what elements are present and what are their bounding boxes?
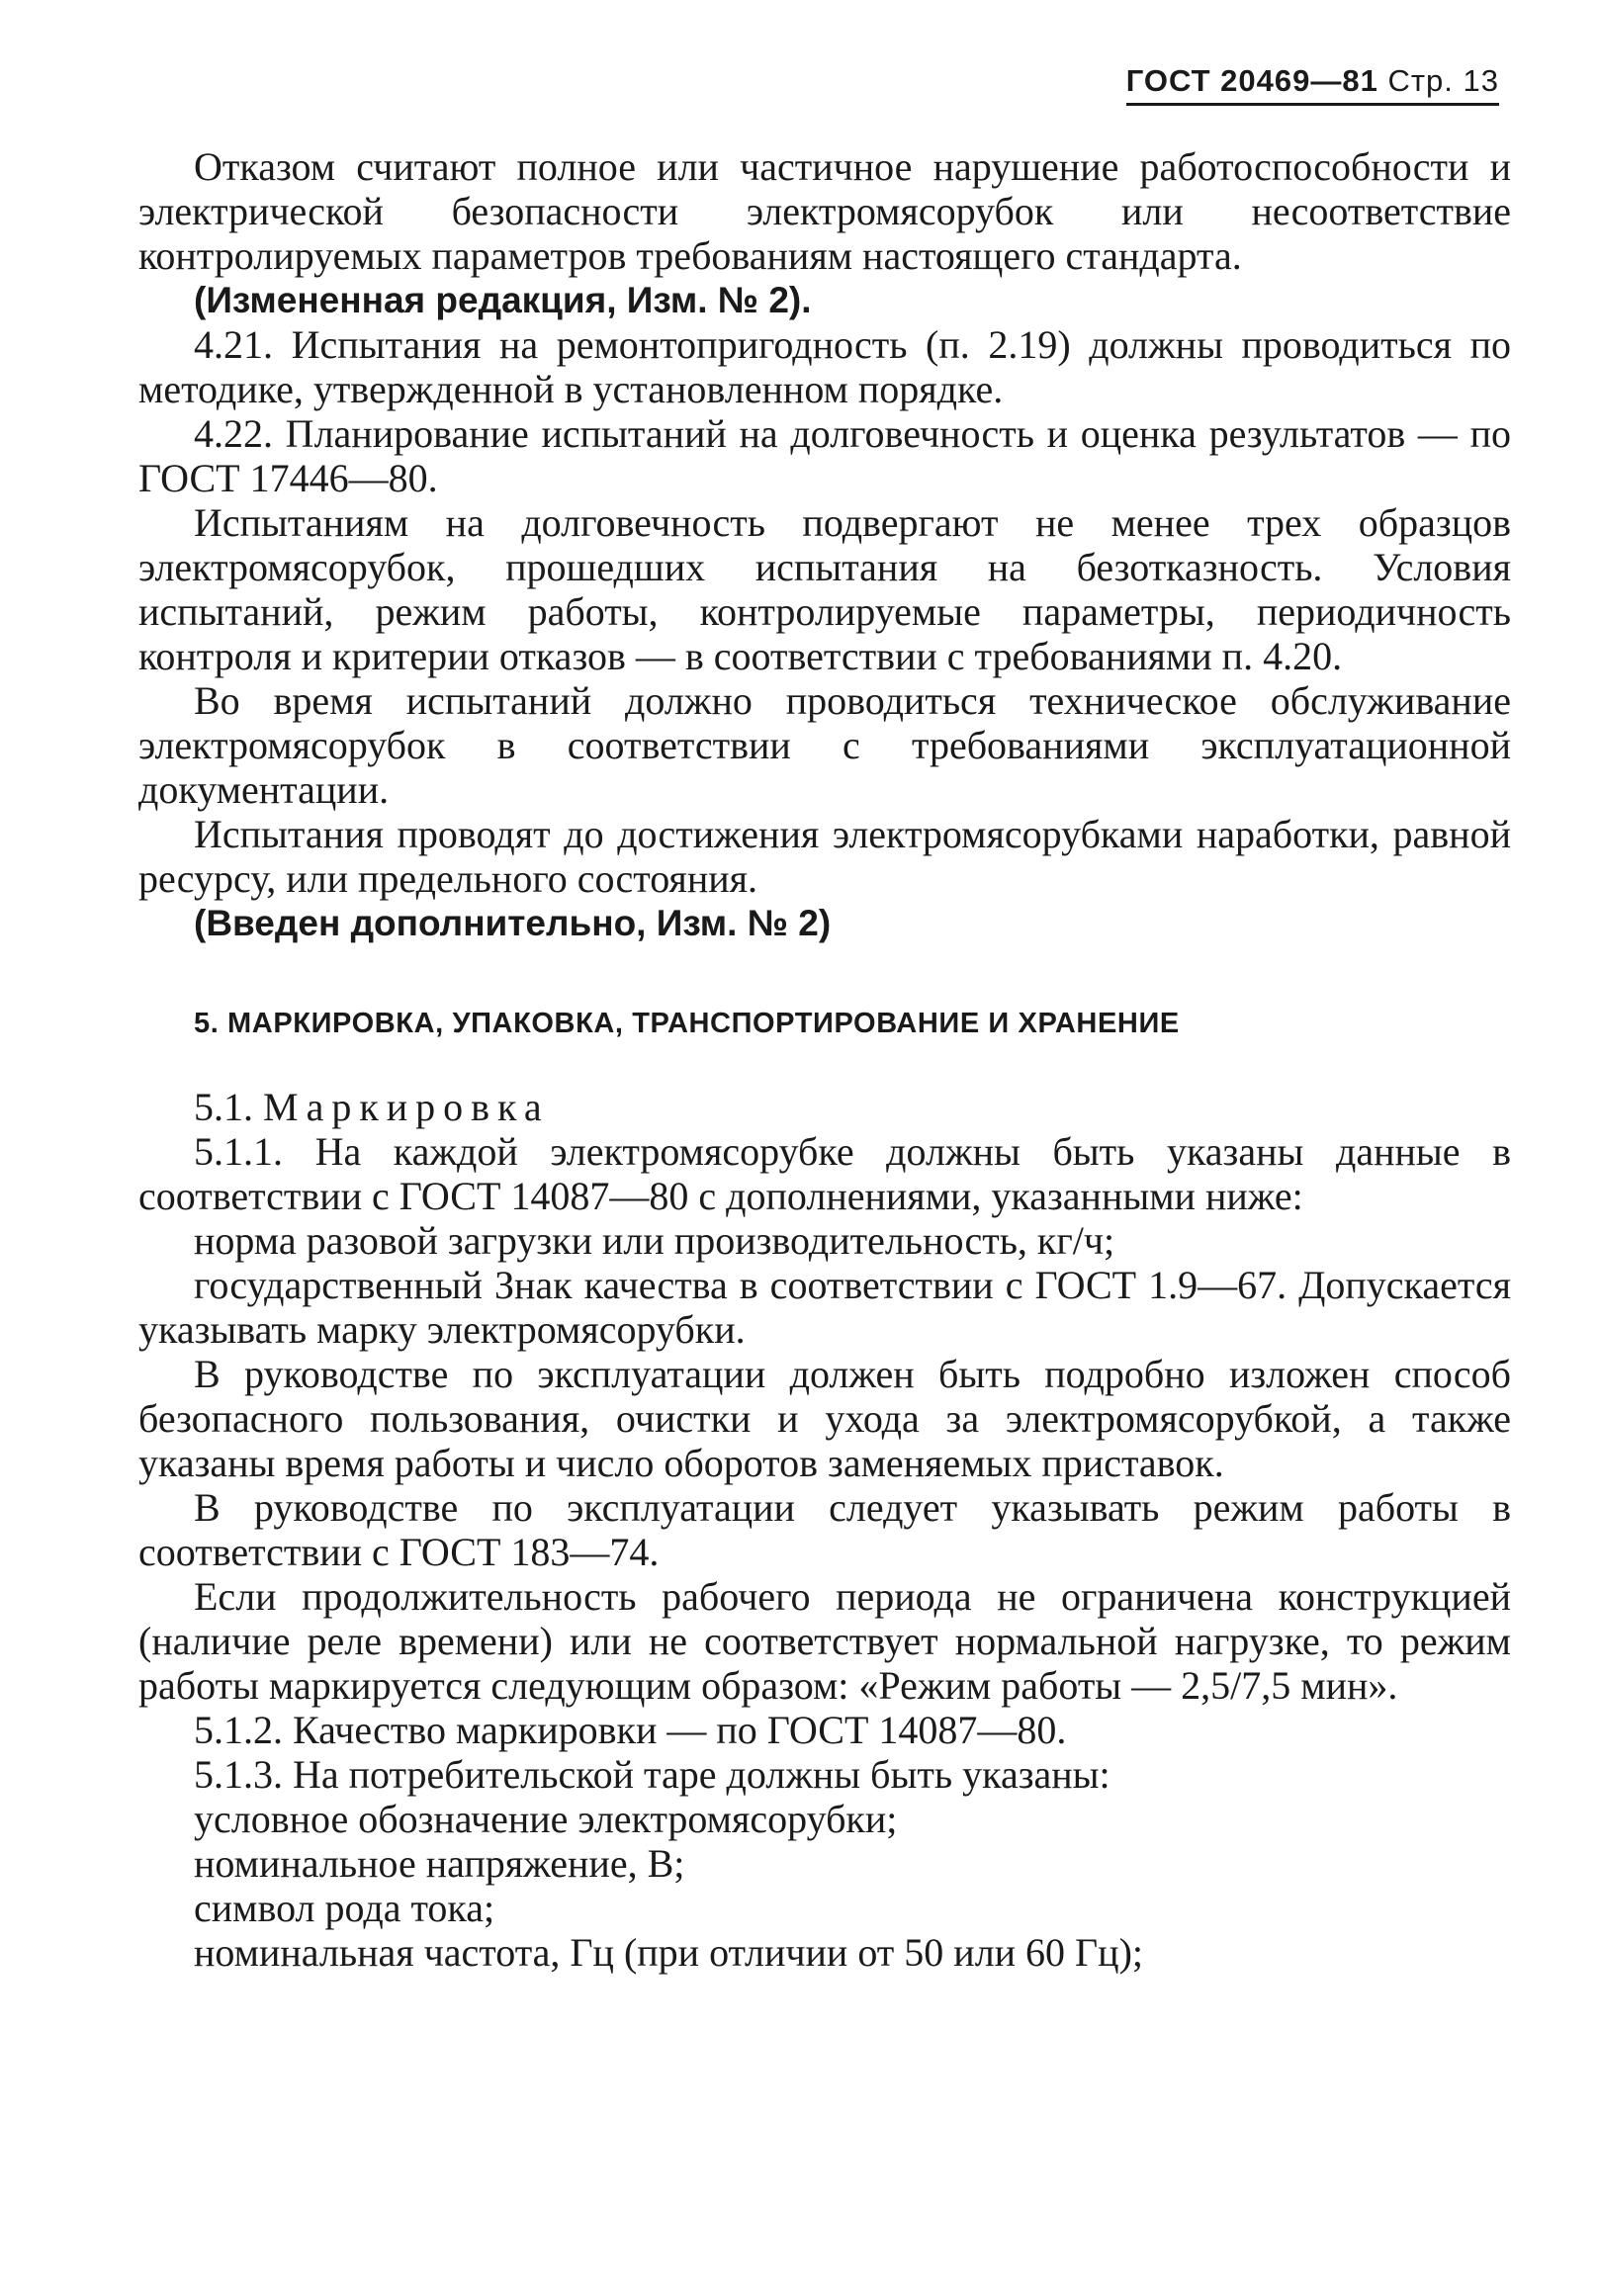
list-item: символ рода тока; xyxy=(194,1886,495,1930)
paragraph-maintenance: Во время испытаний должно проводиться техническое обслуживание электромясорубок в соответствии с требованиями эксплуатационной документации. xyxy=(138,678,1511,812)
amendment-note: (Введен дополнительно, Изм. № 2) xyxy=(194,903,832,943)
paragraph-test-duration: Испытания проводят до достижения электромясорубками наработки, равной ресурсу, или предельного состояния. xyxy=(138,812,1511,901)
paragraph-5-1-3: 5.1.3. На потребительской таре должны быть указаны: xyxy=(194,1752,1110,1797)
standard-number: ГОСТ 20469—81 xyxy=(1125,63,1378,98)
paragraph-manual-mode: В руководстве по эксплуатации следует указывать режим работы в соответствии с ГОСТ 183—74. xyxy=(138,1485,1511,1574)
subsection-title: Маркировка xyxy=(263,1085,550,1129)
paragraph-durability-tests: Испытаниям на долговечность подвергают не менее трех образцов электромясорубок, прошедших испытания на безотказность. Условия испытаний, режим работы, контролируемые параметры, периодичность контроля и критерии отказов — в соответствии с требованиями п. 4.20. xyxy=(138,500,1511,678)
list-item: номинальное напряжение, В; xyxy=(194,1841,685,1886)
paragraph-work-period: Если продолжительность рабочего периода не ограничена конструкцией (наличие реле времени) или не соответствует нормальной нагрузке, то режим работы маркируется следующим образом: «Режим работы — 2,5/7,5 мин». xyxy=(138,1574,1511,1708)
list-item: норма разовой загрузки или производительность, кг/ч; xyxy=(194,1218,1115,1263)
page-header xyxy=(1126,63,1499,106)
list-item: номинальная частота, Гц (при отличии от 50 или 60 Гц); xyxy=(194,1930,1144,1975)
document-body xyxy=(138,144,1511,1975)
paragraph-4-21: 4.21. Испытания на ремонтопригодность (п. 2.19) должны проводиться по методике, утвержденной в установленном порядке. xyxy=(138,322,1511,411)
subsection-heading-5-1 xyxy=(138,1085,1511,1129)
amendment-note: (Измененная редакция, Изм. № 2). xyxy=(194,280,812,320)
paragraph-5-1-1: 5.1.1. На каждой электромясорубке должны быть указаны данные в соответствии с ГОСТ 14087—80 с дополнениями, указанными ниже: xyxy=(138,1129,1511,1218)
paragraph-manual: В руководстве по эксплуатации должен быть подробно изложен способ безопасного пользования, очистки и ухода за электромясорубкой, а также указаны время работы и число оборотов заменяемых приставок. xyxy=(138,1352,1511,1485)
subsection-number: 5.1. xyxy=(194,1085,253,1129)
page-number: Стр. 13 xyxy=(1387,63,1499,98)
list-item: государственный Знак качества в соответствии с ГОСТ 1.9—67. Допускается указывать марку электромясорубки. xyxy=(138,1263,1511,1352)
paragraph-4-22: 4.22. Планирование испытаний на долговечность и оценка результатов — по ГОСТ 17446—80. xyxy=(138,411,1511,500)
paragraph-5-1-2: 5.1.2. Качество маркировки — по ГОСТ 14087—80. xyxy=(194,1708,1067,1752)
paragraph-failure-definition: Отказом считают полное или частичное нарушение работоспособности и электрической безопасности электромясорубок или несоответствие контролируемых параметров требованиям настоящего стандарта. xyxy=(138,144,1511,278)
list-item: условное обозначение электромясорубки; xyxy=(194,1797,898,1841)
section-heading: 5. МАРКИРОВКА, УПАКОВКА, ТРАНСПОРТИРОВАНИЕ И ХРАНЕНИЕ xyxy=(194,1008,1180,1039)
